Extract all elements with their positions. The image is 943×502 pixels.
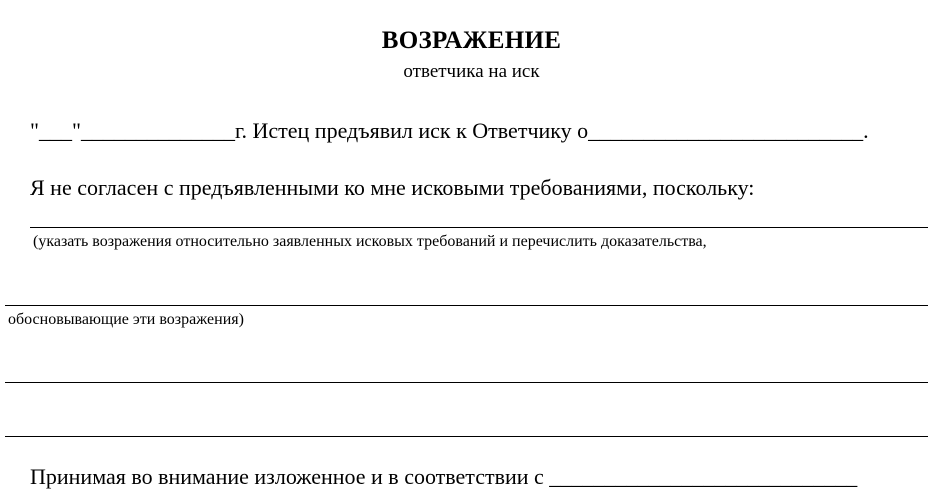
conclusion-paragraph: Принимая во внимание изложенное и в соответствии с ____________________________ <box>30 464 858 489</box>
disagreement-paragraph: Я не согласен с предъявленными ко мне исковыми требованиями, поскольку: <box>30 175 755 200</box>
claim-paragraph: "___"______________г. Истец предъявил иск к Ответчику о_________________________. <box>30 118 869 143</box>
blank-line-1 <box>30 227 928 228</box>
instruction-hint-1: (указать возражения относительно заявленных исковых требований и перечислить доказательства, <box>33 233 707 250</box>
document-title: ВОЗРАЖЕНИЕ <box>381 27 562 54</box>
instruction-hint-2: обосновывающие эти возражения) <box>8 311 244 328</box>
blank-line-4 <box>5 436 928 437</box>
blank-line-2 <box>5 305 928 306</box>
document-subtitle: ответчика на иск <box>403 61 540 82</box>
blank-line-3 <box>5 382 928 383</box>
